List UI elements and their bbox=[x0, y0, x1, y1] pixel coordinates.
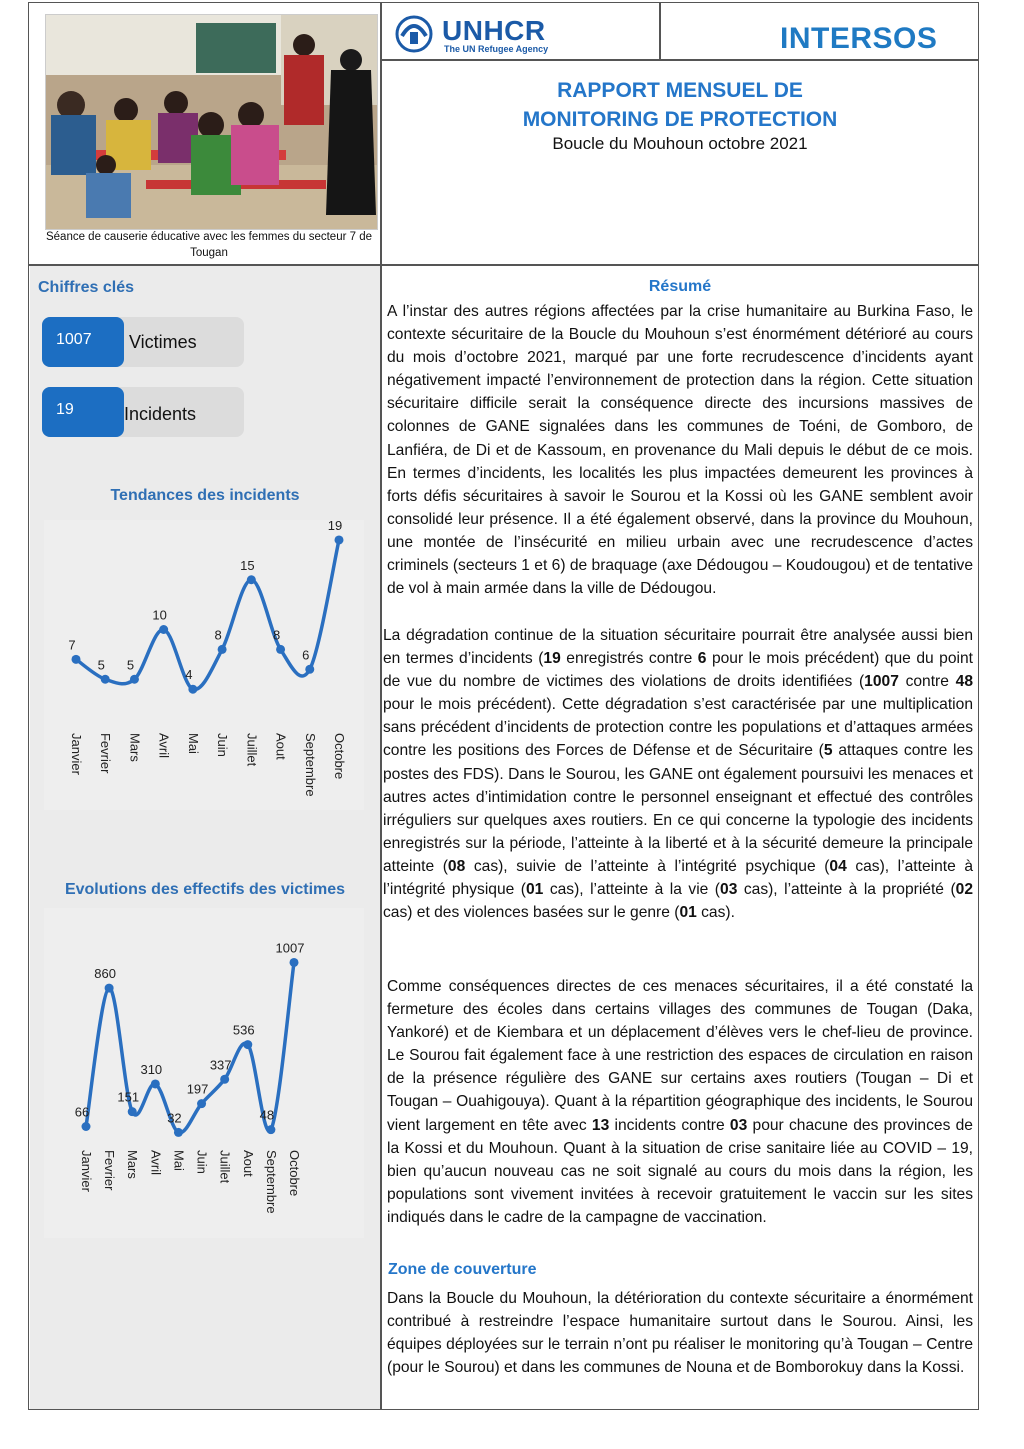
incidents-point bbox=[218, 645, 227, 654]
victims-point bbox=[82, 1122, 91, 1131]
incidents-point bbox=[130, 675, 139, 684]
resume-heading: Résumé bbox=[648, 278, 712, 295]
incidents-point bbox=[101, 675, 110, 684]
photo-caption: Séance de causerie éducative avec les femmes du secteur 7 de Tougan bbox=[45, 231, 373, 259]
victims-tick-label: Juillet bbox=[217, 1150, 233, 1184]
victims-current: 1007 bbox=[864, 673, 899, 691]
incidents-point bbox=[335, 535, 344, 544]
victims-point bbox=[220, 1075, 229, 1084]
victims-tick-label: Mars bbox=[125, 1150, 141, 1179]
unhcr-tagline: The UN Refugee Agency bbox=[444, 44, 549, 54]
incidents-tick-label: Aout bbox=[273, 733, 289, 760]
incidents-tick-label: Juillet bbox=[244, 733, 260, 767]
incidents-data-label: 5 bbox=[97, 657, 105, 673]
incidents-data-label: 8 bbox=[214, 627, 222, 643]
incidents-tick-label: Mai bbox=[185, 733, 201, 754]
zone-paragraph: Dans la Boucle du Mouhoun, la détérioration du contexte sécuritaire a énormément contribué à restreindre l’espace humanitaire surtout dans le Sourou. Ainsi, les équipes déployées sur le terrain n’ont pu réaliser le monitoring qu’à Tougan – Centre (pour le Sourou) et dans les communes de Nouna et de Bomborokuy dans la Kossi. bbox=[387, 1290, 973, 1377]
incidents-series-line bbox=[76, 540, 339, 690]
resume-paragraph-1: A l’instar des autres régions affectées par la crise humanitaire au Burkina Faso, le contexte sécuritaire de la Boucle du Mouhoun s’est énormément détérioré au cours du mois d’octobre 2021, marqué par une forte recrudescence d’incidents ayant négativement impacté l’environnement de protection dans la région. Cette situation sécuritaire difficile serait la conséquence directe des incursions massives de colonnes de GANE signalées dans les communes de Toéni, de Gomboro, de Lanfiéra, de Di et de Kassoum, en provenance du Mali depuis le début de ce mois. En termes d’incidents, les localités les plus impactées demeurent les provinces à forts défis sécuritaires à savoir le Sourou et la Kossi où les GANE semblent avoir consolidé leur présence. Il a été également observé, dans la province du Mouhoun, une montée de l’insécurité en milieu urbain avec une recrudescence d’actes criminels (secteurs 1 et 6) de braquage (axe Dédougou – Koudougou) et de tentative de vol à main armée dans la ville de Dédougou. bbox=[387, 303, 973, 598]
key-figures-heading: Chiffres clés bbox=[38, 279, 135, 296]
resume-paragraph-3: Comme conséquences directes de ces menaces sécuritaires, il a été constaté la fermeture des écoles dans certains villages des communes de Tougan (Daka, Yankoré) et de Kiembara et un déplacement d’élèves vers le chef-lieu de province. Le Sourou fait également face à une restriction des espaces de circulation en raison de la présence régulière des GANE sur certains axes routiers (Tougan – Di et Tougan – Ouahigouya). Quant à la répartition géographique des incidents, le Sourou vient largement en tête avec 13 incidents contre 03 pour chacune des provinces de la Kossi et du Mouhoun. Quant à la situation de crise sanitaire liée au COVID – 19, bien qu’aucun nouveau cas ne soit signalé au cours du mois dans la région, les populations sont vivement invitées à recevoir gratuitement le vaccin sur les sites indiqués dans le cadre de la campagne de vaccination. bbox=[387, 978, 973, 1226]
divider-title bbox=[381, 264, 979, 266]
incidents-tick-label: Avril bbox=[156, 733, 172, 759]
kpi-victims-value: 1007 bbox=[42, 317, 124, 367]
victims-data-label: 32 bbox=[167, 1110, 182, 1126]
column-divider bbox=[380, 2, 382, 1410]
victims-point bbox=[128, 1107, 137, 1116]
incidents-tick-label: Janvier bbox=[69, 733, 84, 775]
incidents-data-label: 15 bbox=[240, 557, 255, 573]
victims-data-label: 860 bbox=[94, 966, 116, 982]
victims-data-label: 197 bbox=[186, 1081, 209, 1097]
resume-paragraph-2: La dégradation continue de la situation sécuritaire pourrait être analysée aussi bien en termes d’incidents (19 enregistrés contre 6 pour le mois précédent) que du point de vue du nombre de victimes des violations de droits identifiées (1007 contre 48 pour le mois précédent). Cette dégradation s’est caractérisée par une multiplication sans précédent d’incidents de protection contre les populations et d’attaques armées contre les positions des Forces de Défense et de Sécuritaire (5 attaques contre les postes des FDS). Dans le Sourou, les GANE ont également poursuivi les menaces et autres actes d’intimidation contre le personnel enseignant et effectué des contrôles irréguliers sur quelques axes routiers. En ce qui concerne la typologie des incidents enregistrés sur la période, l’atteinte à la liberté et à la sécurité demeure la principale atteinte (08 cas), suivie de l’atteinte à l’intégrité psychique (04 cas), l’atteinte à l’intégrité physique (01 cas), l’atteinte à la vie (03 cas), l’atteinte à la propriété (02 cas) et des violences basées sur le genre (01 cas). bbox=[383, 627, 974, 922]
report-title bbox=[385, 76, 975, 134]
report-title-line2: MONITORING DE PROTECTION bbox=[522, 108, 838, 131]
victims-point bbox=[266, 1125, 275, 1134]
victims-data-label: 536 bbox=[232, 1022, 255, 1038]
victims-point bbox=[105, 984, 114, 993]
victims-point bbox=[197, 1099, 206, 1108]
kpi-victims-label: Victimes bbox=[129, 332, 197, 352]
incidents-data-label: 4 bbox=[185, 667, 193, 683]
incidents-current: 19 bbox=[543, 650, 561, 668]
incidents-tick-label: Septembre bbox=[302, 733, 318, 797]
incidents-point bbox=[247, 575, 256, 584]
victims-tick-label: Mai bbox=[171, 1150, 187, 1171]
victims-data-label: 337 bbox=[209, 1057, 232, 1073]
incidents-point bbox=[159, 625, 168, 634]
victims-point bbox=[174, 1128, 183, 1137]
victims-point bbox=[243, 1040, 252, 1049]
incidents-previous: 6 bbox=[697, 650, 707, 668]
victims-previous: 48 bbox=[955, 673, 973, 691]
incidents-data-label: 8 bbox=[272, 627, 281, 643]
victims-data-label: 1007 bbox=[275, 940, 305, 956]
victims-tick-label: Septembre bbox=[263, 1150, 279, 1214]
incidents-point bbox=[72, 655, 81, 664]
divider-logos-vertical bbox=[659, 2, 661, 60]
incidents-tick-label: Octobre bbox=[332, 733, 347, 780]
victims-point bbox=[290, 958, 299, 967]
incidents-data-label: 6 bbox=[302, 647, 310, 663]
incidents-tick-label: Fevrier bbox=[98, 733, 114, 774]
report-subtitle: Boucle du Mouhoun octobre 2021 bbox=[552, 134, 808, 153]
victims-tick-label: Juin bbox=[194, 1150, 210, 1174]
victims-tick-label: Aout bbox=[240, 1150, 256, 1177]
incidents-data-label: 5 bbox=[126, 657, 135, 673]
zone-heading: Zone de couverture bbox=[388, 1261, 537, 1278]
unhcr-name: UNHCR bbox=[442, 15, 546, 46]
victims-data-label: 48 bbox=[259, 1107, 275, 1123]
report-title-line1: RAPPORT MENSUEL DE bbox=[557, 79, 803, 102]
incidents-point bbox=[305, 665, 314, 674]
incidents-tick-label: Juin bbox=[215, 733, 231, 757]
incidents-point bbox=[188, 685, 197, 694]
kpi-incidents-label: Incidents bbox=[124, 404, 197, 424]
victims-data-label: 310 bbox=[140, 1061, 163, 1077]
divider-logos bbox=[381, 59, 979, 61]
incidents-data-label: 19 bbox=[327, 517, 343, 533]
intersos-logo: INTERSOS bbox=[780, 22, 938, 55]
incidents-point bbox=[276, 645, 285, 654]
victims-tick-label: Octobre bbox=[287, 1150, 302, 1197]
victims-chart bbox=[30, 920, 380, 1250]
incidents-chart bbox=[30, 510, 380, 830]
victims-tick-label: Avril bbox=[148, 1150, 164, 1176]
victims-chart-title: Evolutions des effectifs des victimes bbox=[64, 881, 346, 898]
incidents-chart-title: Tendances des incidents bbox=[110, 487, 300, 504]
victims-point bbox=[151, 1079, 160, 1088]
victims-tick-label: Fevrier bbox=[102, 1150, 118, 1191]
incidents-tick-label: Mars bbox=[127, 733, 143, 762]
cover-photo bbox=[45, 14, 378, 230]
victims-tick-label: Janvier bbox=[79, 1150, 94, 1192]
victims-data-label: 66 bbox=[74, 1104, 90, 1120]
kpi-incidents-value: 19 bbox=[42, 387, 124, 437]
victims-data-label: 151 bbox=[117, 1089, 140, 1105]
incidents-data-label: 7 bbox=[68, 637, 76, 653]
incidents-data-label: 10 bbox=[152, 607, 167, 623]
